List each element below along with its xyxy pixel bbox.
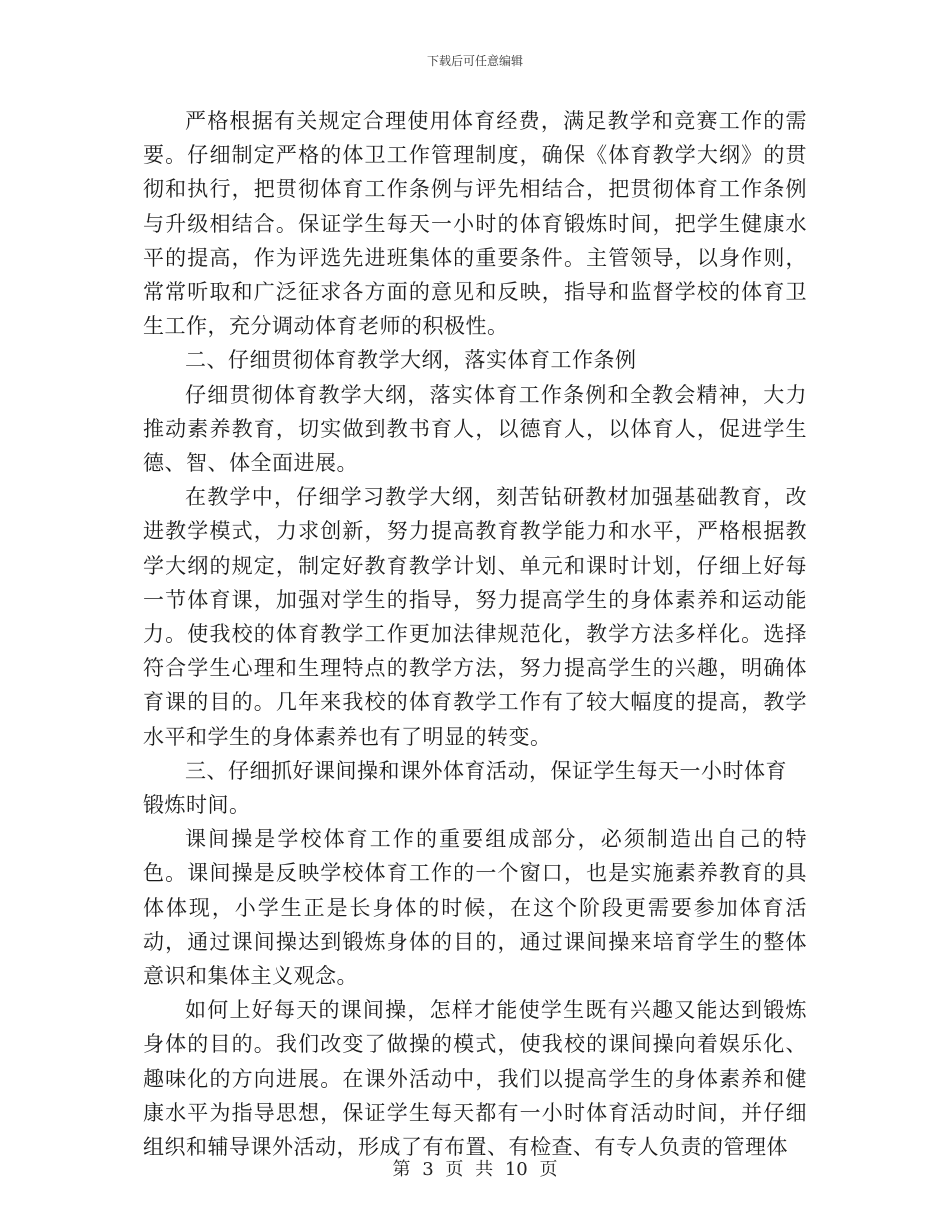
section-heading: 二、仔细贯彻体育教学大纲，落实体育工作条例 [185, 348, 637, 373]
document-body [143, 104, 807, 1164]
paragraph: 严格根据有关规定合理使用体育经费，满足教学和竞赛工作的需要。仔细制定严格的体卫工作管理制度，确保《体育教学大纲》的贯彻和执行，把贯彻体育工作条例与评先相结合，把贯彻体育工作条例与升级相结合。保证学生每天一小时的体育锻炼时间，把学生健康水平的提高，作为评选先进班集体的重要条件。主管领导，以身作则，常常听取和广泛征求各方面的意见和反映，指导和监督学校的体育卫生工作，充分调动体育老师的积极性。 [143, 109, 807, 339]
page-number-footer: 第 3 页 共 10 页 [392, 1159, 558, 1180]
paragraph: 课间操是学校体育工作的重要组成部分，必须制造出自己的特色。课间操是反映学校体育工作的一个窗口，也是实施素养教育的具体体现，小学生正是长身体的时候，在这个阶段更需要参加体育活动，通过课间操达到锻炼身体的目的，通过课间操来培育学生的整体意识和集体主义观念。 [143, 827, 807, 989]
paragraph: 在教学中，仔细学习教学大纲，刻苦钻研教材加强基础教育，改进教学模式，力求创新，努力提高教育教学能力和水平，严格根据教学大纲的规定，制定好教育教学计划、单元和课时计划，仔细上好每一节体育课，加强对学生的指导，努力提高学生的身体素养和运动能力。使我校的体育教学工作更加法律规范化，教学方法多样化。选择符合学生心理和生理特点的教学方法，努力提高学生的兴趣，明确体育课的目的。几年来我校的体育教学工作有了较大幅度的提高，教学水平和学生的身体素养也有了明显的转变。 [143, 485, 807, 749]
section-heading: 三、仔细抓好课间操和课外体育活动，保证学生每天一小时体育锻炼时间。 [143, 758, 787, 818]
page-header-note: 下载后可任意编辑 [426, 54, 523, 68]
paragraph: 仔细贯彻体育教学大纲，落实体育工作条例和全教会精神，大力推动素养教育，切实做到教书育人，以德育人，以体育人，促进学生德、智、体全面进展。 [143, 382, 807, 476]
paragraph: 如何上好每天的课间操，怎样才能使学生既有兴趣又能达到锻炼身体的目的。我们改变了做操的模式，使我校的课间操向着娱乐化、趣味化的方向进展。在课外活动中，我们以提高学生的身体素养和健康水平为指导思想，保证学生每天都有一小时体育活动时间，并仔细组织和辅导课外活动，形成了有布置、有检查、有专人负责的管理体 [143, 998, 807, 1160]
